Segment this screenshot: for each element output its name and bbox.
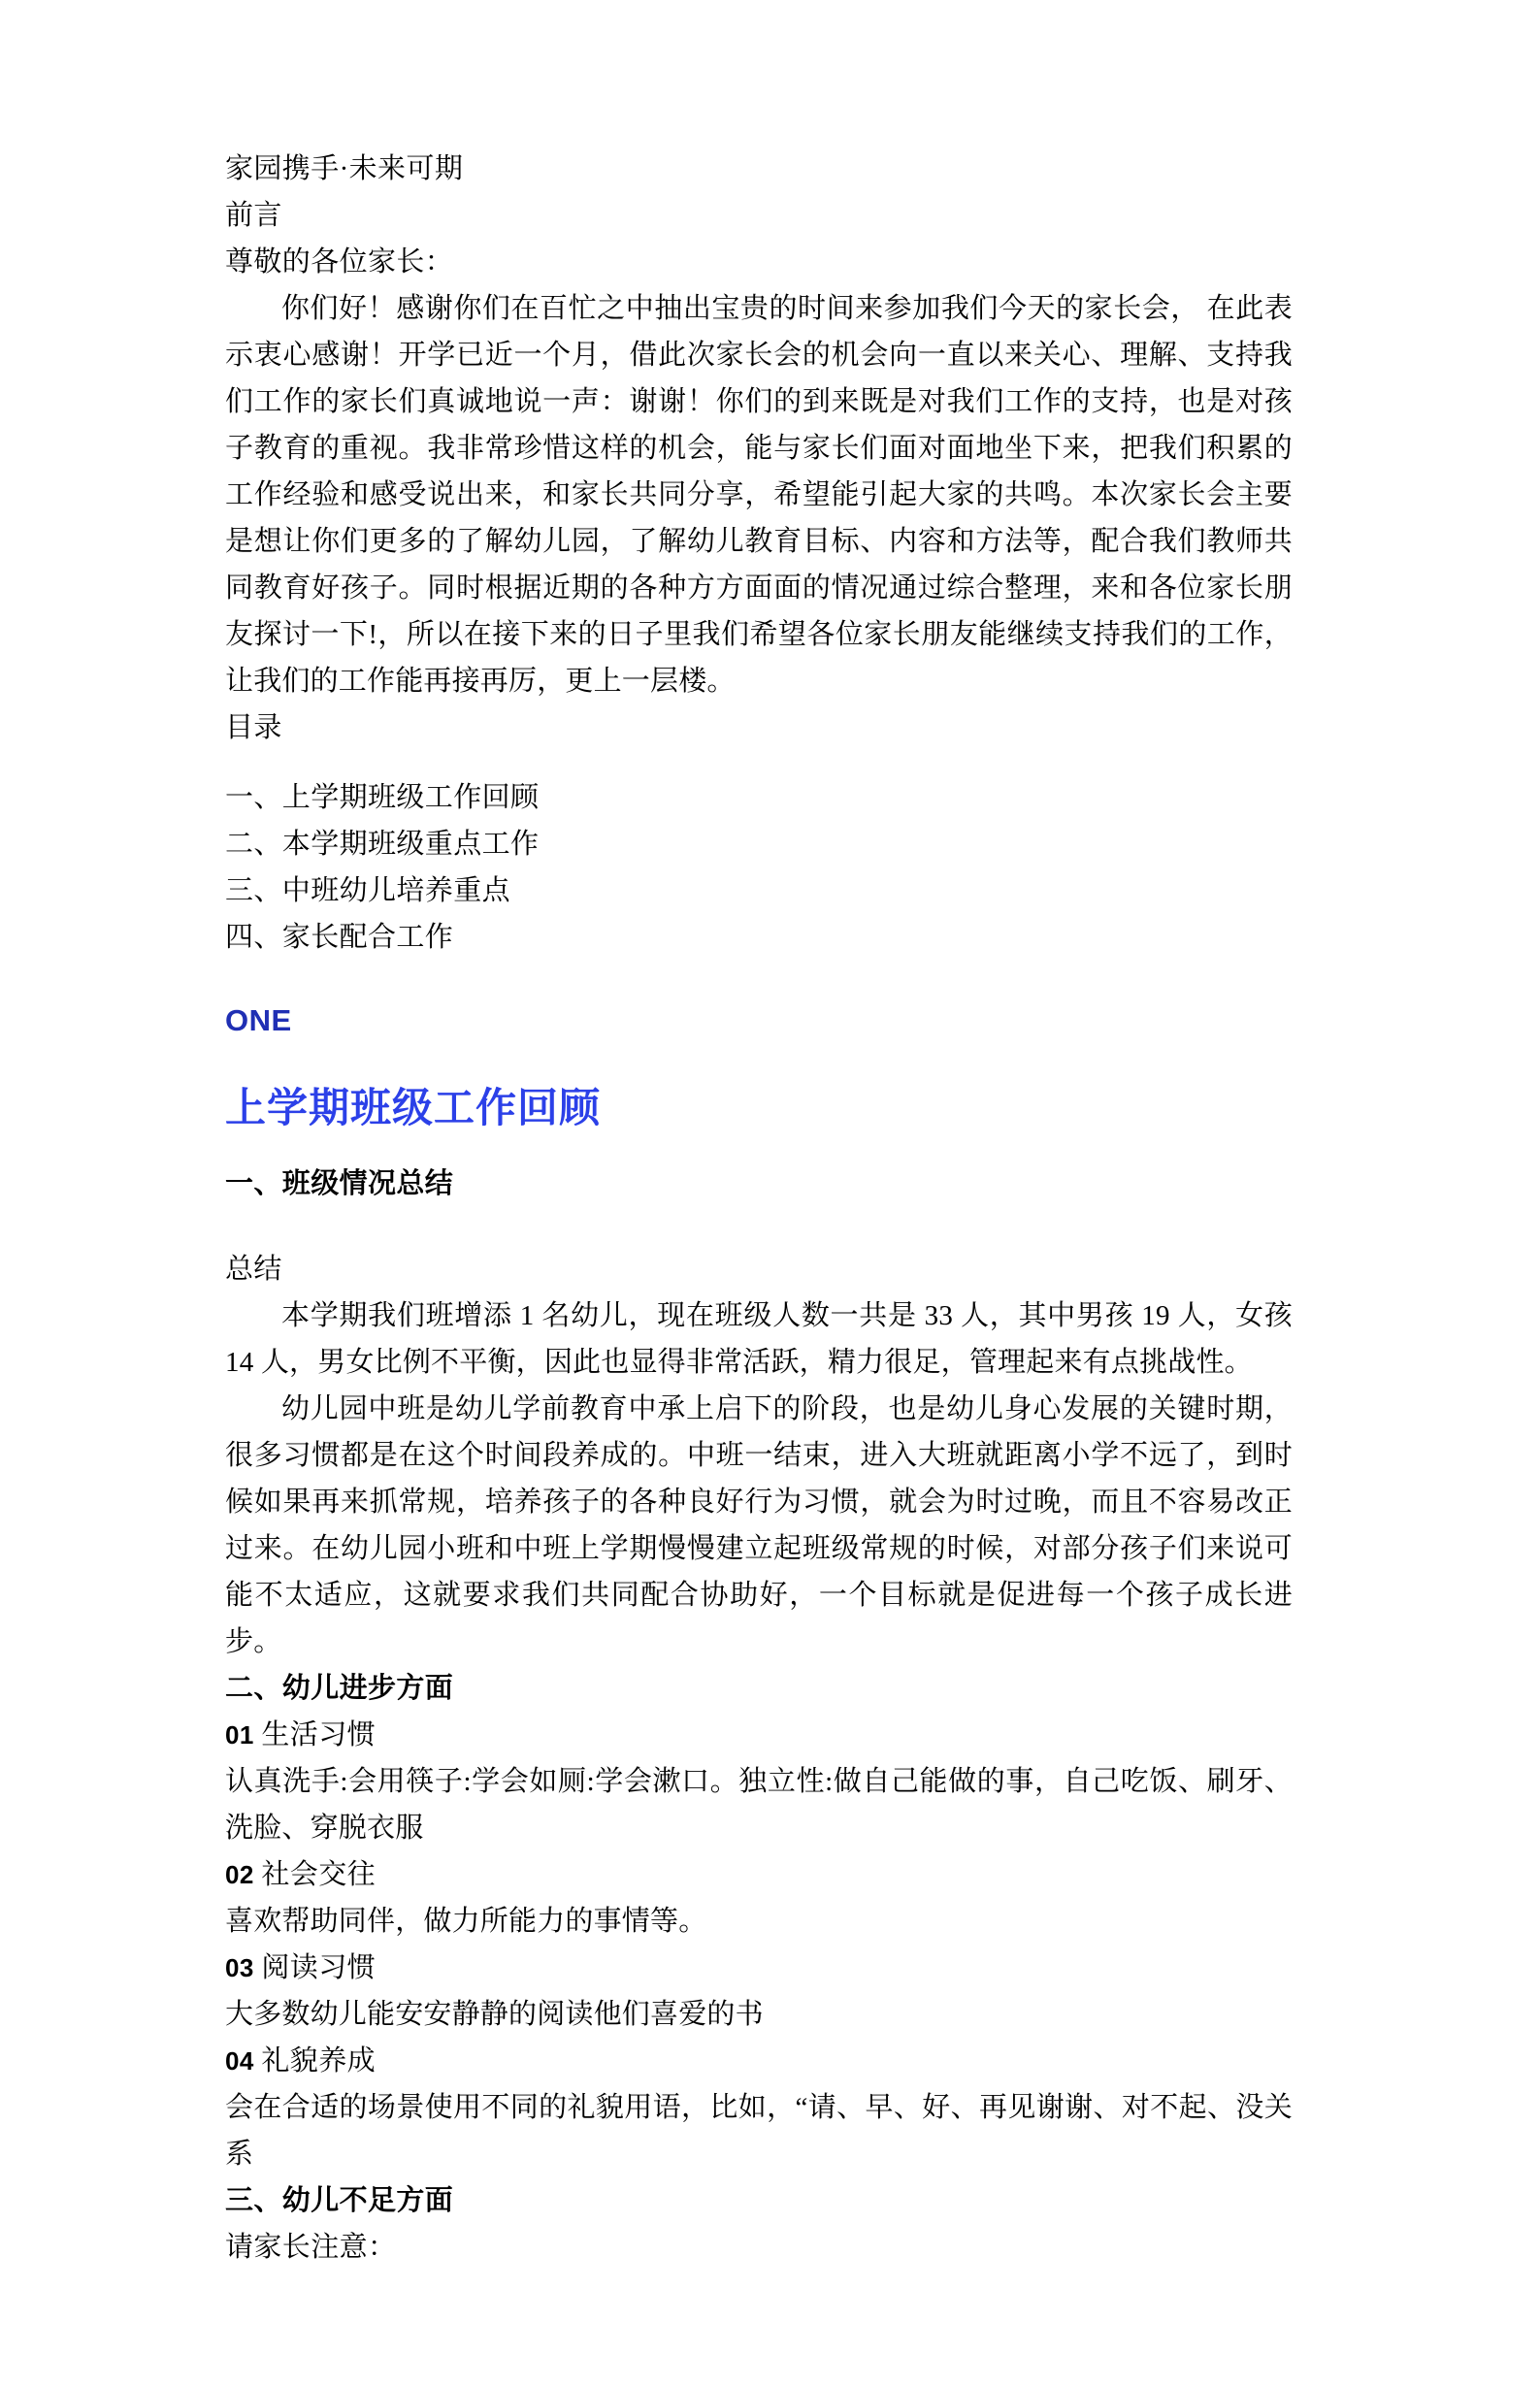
toc-item-1[interactable]: 一、上学期班级工作回顾 xyxy=(225,782,540,813)
section-three-note: 请家长注意： xyxy=(225,2232,397,2263)
progress-item-01-title: 生活习惯 xyxy=(261,1719,376,1750)
toc-item-4[interactable]: 四、家长配合工作 xyxy=(225,922,454,953)
progress-item-01-heading xyxy=(225,1712,1293,1758)
summary-label: 总结 xyxy=(225,1254,282,1285)
spacer xyxy=(225,751,1293,774)
progress-item-04-heading xyxy=(225,2038,1293,2084)
progress-item-04-body: 会在合适的场景使用不同的礼貌用语，比如，“请、早、好、再见谢谢、对不起、没关系 xyxy=(225,2092,1293,2170)
toc-item-3[interactable]: 三、中班幼儿培养重点 xyxy=(225,875,511,906)
toc-label: 目录 xyxy=(225,712,282,743)
chapter-title: 上学期班级工作回顾 xyxy=(225,1087,602,1131)
toc-item-2[interactable]: 二、本学期班级重点工作 xyxy=(225,829,540,860)
progress-item-02-body: 喜欢帮助同伴，做力所能力的事情等。 xyxy=(225,1906,707,1937)
section-one-heading: 一、班级情况总结 xyxy=(225,1168,454,1199)
progress-item-01-number: 01 xyxy=(225,1720,254,1749)
progress-item-04-number: 04 xyxy=(225,2046,254,2076)
preface-label: 前言 xyxy=(225,200,282,231)
chapter-label: ONE xyxy=(225,1003,292,1037)
spacer xyxy=(225,961,1293,999)
table-of-contents xyxy=(225,774,1293,961)
spacer xyxy=(225,1207,1293,1246)
progress-item-04-title: 礼貌养成 xyxy=(261,2045,376,2076)
section-two-heading: 二、幼儿进步方面 xyxy=(225,1673,454,1704)
section-one-paragraph-2: 幼儿园中班是幼儿学前教育中承上启下的阶段，也是幼儿身心发展的关键时期，很多习惯都是在这个时间段养成的。中班一结束，进入大班就距离小学不远了，到时候如果再来抓常规，培养孩子的各种良好行为习惯，就会为时过晚，而且不容易改正过来。在幼儿园小班和中班上学期慢慢建立起班级常规的时候，对部分孩子们来说可能不太适应，这就要求我们共同配合协助好，一个目标就是促进每一个孩子成长进步。 xyxy=(225,1393,1293,1657)
progress-item-02-heading xyxy=(225,1851,1293,1898)
document-body xyxy=(225,146,1293,2271)
preface-paragraph: 你们好！感谢你们在百忙之中抽出宝贵的时间来参加我们今天的家长会， 在此表示衷心感谢！开学已近一个月，借此次家长会的机会向一直以来关心、理解、支持我们工作的家长们真诚地说一声：谢谢！你们的到来既是对我们工作的支持，也是对孩子教育的重视。我非常珍惜这样的机会，能与家长们面对面地坐下来，把我们积累的工作经验和感受说出来，和家长共同分享，希望能引起大家的共鸣。本次家长会主要是想让你们更多的了解幼儿园，了解幼儿教育目标、内容和方法等，配合我们教师共同教育好孩子。同时根据近期的各种方方面面的情况通过综合整理，来和各位家长朋友探讨一下!，所以在接下来的日子里我们希望各位家长朋友能继续支持我们的工作，让我们的工作能再接再厉，更上一层楼。 xyxy=(225,293,1293,697)
spacer xyxy=(225,1042,1293,1081)
progress-item-03-number: 03 xyxy=(225,1953,254,1982)
progress-item-03-heading xyxy=(225,1945,1293,1991)
section-one-paragraph-1: 本学期我们班增添 1 名幼儿，现在班级人数一共是 33 人，其中男孩 19 人，女孩 14 人，男女比例不平衡，因此也显得非常活跃，精力很足，管理起来有点挑战性。 xyxy=(225,1300,1293,1378)
progress-item-02-number: 02 xyxy=(225,1860,254,1889)
progress-item-01-body: 认真洗手:会用筷子:学会如厕:学会漱口。独立性:做自己能做的事，自己吃饭、刷牙、洗脸、穿脱衣服 xyxy=(225,1766,1293,1844)
progress-item-03-title: 阅读习惯 xyxy=(261,1952,376,1983)
document-title: 家园携手·未来可期 xyxy=(225,153,464,184)
spacer xyxy=(225,1137,1293,1161)
progress-item-03-body: 大多数幼儿能安安静静的阅读他们喜爱的书 xyxy=(225,1999,764,2030)
section-three-heading: 三、幼儿不足方面 xyxy=(225,2185,454,2216)
progress-item-02-title: 社会交往 xyxy=(261,1859,376,1890)
salutation: 尊敬的各位家长： xyxy=(225,246,454,278)
